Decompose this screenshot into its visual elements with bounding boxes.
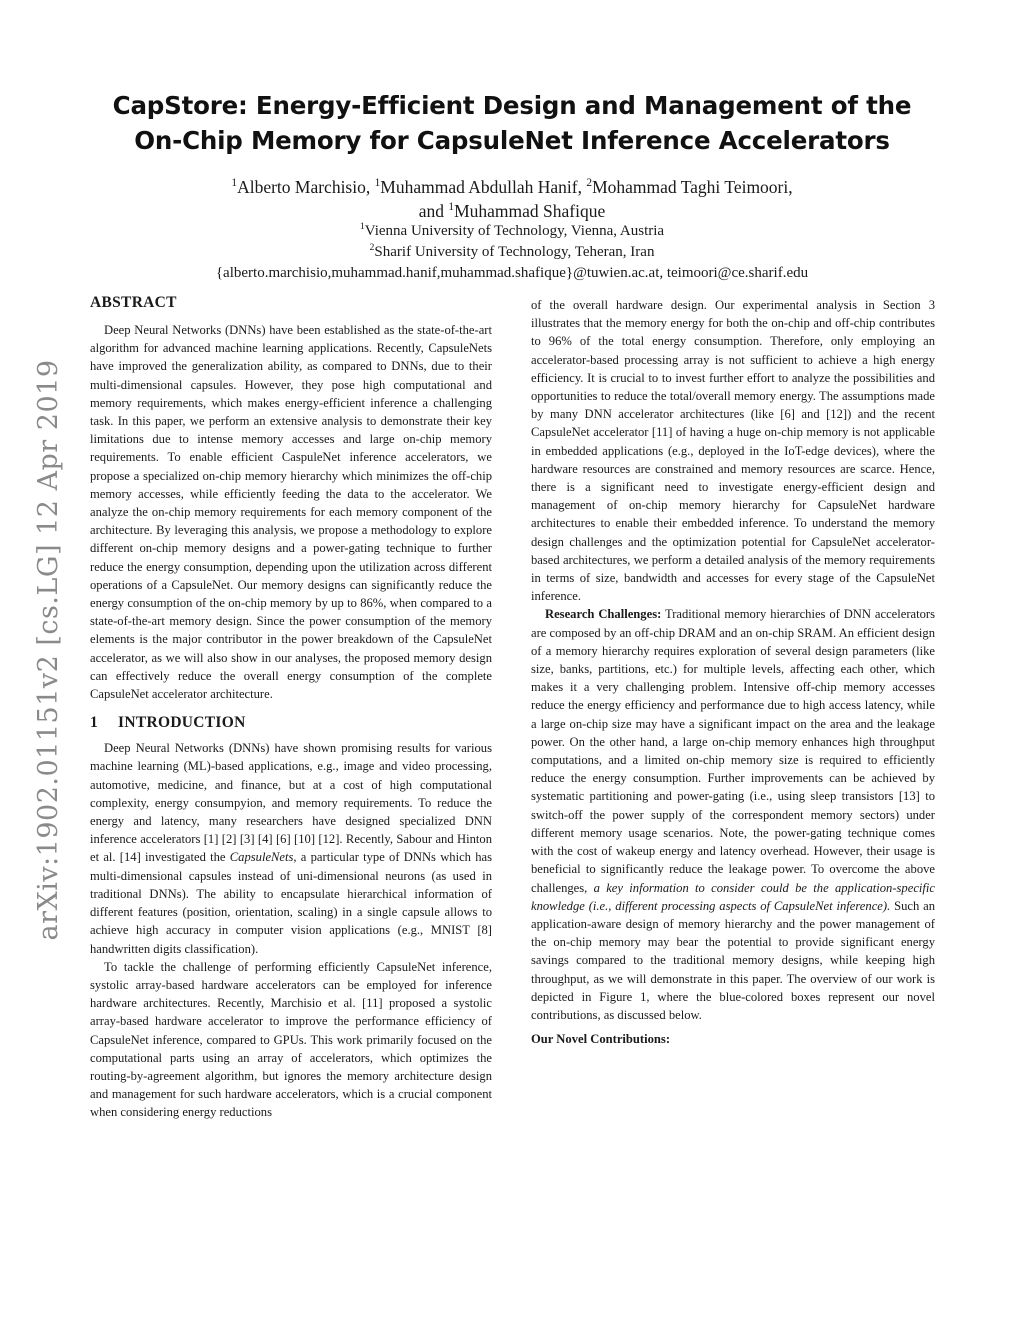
abstract-text: Deep Neural Networks (DNNs) have been established as the state-of-the-art algorithm for advanced machine learning applications. Recently, CapsuleNets have improved the generalization ability, as compared to DNNs, due to their multi-dimensional capsules. However, they pose high computational and memory requirements, which makes energy-efficient inference a challenging task. In this paper, we perform an extensive analysis to demonstrate their key limitations due to intense memory accesses and large on-chip memory requirements. To enable efficient CaspuleNet inference accelerators, we propose a specialized on-chip memory hierarchy which minimizes the off-chip memory accesses, while efficiently feeding the data to the accelerator. We analyze the on-chip memory requirements for each memory component of the architecture. By leveraging this analysis, we propose a methodology to explore different on-chip memory designs and a power-gating technique to further reduce the energy consumption, depending upon the utilization across different operations of a CapsuleNet. Our memory designs can significantly reduce the energy consumption of the on-chip memory by up to 86%, when compared to a state-of-the-art memory design. Since the power consumption of the memory elements is the major contributor in the power breakdown of the CapsuleNet accelerator, as we will also show in our analyses, the proposed memory design can effectively reduce the overall energy consumption of the complete CapsuleNet accelerator architecture.: [90, 323, 492, 702]
research-challenges-end: Such an application-aware design of memory hierarchy and the power management of the on-chip memory may bear the potential to provide significant energy savings compared to the traditional memory designs, while keeping high throughput, as we will demonstrate in this paper. The overview of our work is depicted in Figure 1, where the blue-colored boxes represent our novel contributions, as discussed below.: [531, 898, 935, 1022]
author-3-superscript: 2: [586, 177, 593, 190]
affiliation-1-text: Vienna University of Technology, Vienna, Austria: [364, 223, 665, 239]
intro-p1-end: , a particular type of DNNs which has multi-dimensional capsules instead of uni-dimensional neurons (as used in traditional DNNs). The ability to encapsulate hierarchical information of different features (position, orientation, scaling) in a single capsule allows to achieve high accuracy in computer vision applications (e.g., MNIST [8] handwritten digits classification).: [90, 850, 492, 956]
right-column: [531, 296, 935, 1048]
author-4: Muhammad Shafique: [454, 201, 606, 221]
affiliation-1-superscript: 1: [359, 221, 365, 232]
intro-paragraph-1: [90, 739, 492, 957]
left-column: [90, 293, 492, 1122]
author-1: Alberto Marchisio,: [237, 177, 375, 197]
research-challenges-heading: Research Challenges:: [545, 607, 662, 622]
research-challenges-emphasis: a key information to consider could be the application-specific knowledge (i.e., different processing aspects of CapsuleNet inference).: [531, 880, 935, 913]
author-4-superscript: 1: [448, 201, 455, 214]
affiliation-2: [80, 242, 944, 263]
author-line-2: [80, 199, 944, 223]
abstract-heading: ABSTRACT: [90, 294, 177, 311]
intro-paragraph-2: To tackle the challenge of performing efficiently CapsuleNet inference, systolic array-based hardware accelerators can be employed for inference hardware architectures. Recently, Marchisio et al. [11] proposed a systolic array-based hardware accelerator to improve the performance efficiency of CapsuleNet inference, compared to GPUs. This work primarily focused on the computational parts using an array of accelerators, which optimizes the routing-by-agreement algorithm, but ignores the memory architecture design and management for such hardware accelerators, which is a crucial component when considering energy reductions: [90, 959, 492, 1120]
author-2-superscript: 1: [374, 177, 381, 190]
section-number: 1: [90, 714, 99, 732]
author-line-1: [80, 175, 944, 199]
author-emails: {alberto.marchisio,muhammad.hanif,muhammad.shafique}@tuwien.ac.at, teimoori@ce.sharif.edu: [215, 265, 809, 281]
affiliation-2-text: Sharif University of Technology, Teheran, Iran: [374, 244, 655, 260]
arxiv-sidebar-stamp: arXiv:1902.01151v2 [cs.LG] 12 Apr 2019: [33, 359, 64, 941]
affiliations: [80, 221, 944, 284]
research-challenges-text: Traditional memory hierarchies of DNN accelerators are composed by an off-chip DRAM and an on-chip SRAM. An efficient design of a memory hierarchy requires exploration of several design parameters (like size, banks, partitions, etc.) for multiple levels, affecting each other, which makes it a very challenging problem. Intensive off-chip memory accesses reduce the energy efficiency and performance due to high access latency, while a large on-chip size may have a significant impact on the area and the leakage power. On the other hand, a large on-chip memory enhances high throughput computations, and a limited on-chip memory size is required to efficiently reduce the energy consumption. Further improvements can be achieved by systematic partitioning and power-gating (i.e., using sleep transistors [13] to switch-off the power supply of the correspondent memory sectors) under different memory usage scenarios. Note, the power-gating technique comes with the cost of wakeup energy and latency overhead. However, their usage is beneficial to significantly reduce the leakage power. To overcome the above challenges,: [531, 607, 936, 895]
author-1-superscript: 1: [231, 177, 238, 190]
title-line-1: CapStore: Energy-Efficient Design and Management of the: [112, 91, 912, 120]
section-heading-introduction: [90, 713, 492, 733]
intro-p1-emphasis: CapsuleNets: [229, 850, 294, 865]
intro-paragraph-continued: of the overall hardware design. Our experimental analysis in Section 3 illustrates that the memory energy for both the on-chip and off-chip contributes to 96% of the total energy consumption. Therefore, only employing an accelerator-based processing array is not sufficient to achieve a high energy efficiency. It is crucial to to invest further effort to analyze the possibilities and opportunities to reduce the total/overall memory energy. The assumptions made by many DNN accelerator architectures (like [6] and [12]) and the recent CapsuleNet accelerator [11] of having a huge on-chip memory is not applicable in embedded applications (e.g., deployed in the IoT-edge devices), where the hardware resources are constrained and memory resources are scarce. Hence, there is a significant need to investigate energy-efficient design and management of on-chip memory hierarchy for CapsuleNet hardware architectures to enable their embedded inference. To understand the memory design challenges and the optimization potential for CapsuleNet accelerator-based architectures, we perform a detailed analysis of the memory requirements in terms of size, bandwidth and accesses for every stage of the CapsuleNet inference.: [531, 298, 935, 604]
section-title: INTRODUCTION: [118, 714, 246, 732]
author-and: and: [418, 201, 449, 221]
author-2: Muhammad Abdullah Hanif,: [380, 177, 587, 197]
paper-title: [80, 88, 944, 158]
author-list: [80, 175, 944, 223]
affiliation-1: [80, 221, 944, 242]
title-line-2: On-Chip Memory for CapsuleNet Inference Accelerators: [134, 126, 890, 155]
novel-contributions-heading: Our Novel Contributions:: [531, 1032, 671, 1047]
intro-p1-text: Deep Neural Networks (DNNs) have shown promising results for various machine learning (ML)-based applications, e.g., image and video processing, automotive, medicine, and finance, but at a cost of high computational complexity, energy consumpyion, and memory requirements. To reduce the energy and latency, many researchers have designed specialized DNN inference accelerators [1] [2] [3] [4] [6] [10] [12]. Recently, Sabour and Hinton et al. [14] investigated the: [90, 741, 492, 865]
research-challenges-paragraph: [531, 605, 935, 1024]
author-3: Mohammad Taghi Teimoori,: [592, 177, 793, 197]
affiliation-2-superscript: 2: [369, 242, 375, 253]
